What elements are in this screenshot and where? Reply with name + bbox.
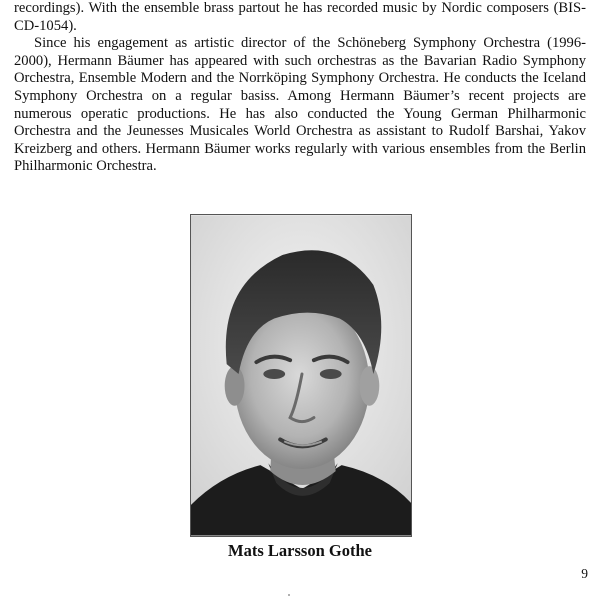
portrait-photo	[190, 214, 412, 537]
portrait-illustration	[191, 215, 411, 536]
photo-caption: Mats Larsson Gothe	[228, 541, 372, 560]
page-number: 9	[581, 566, 588, 581]
paragraph-continuation: recordings). With the ensemble brass partout he has recorded music by Nordic composers (BIS-CD-1054).	[14, 0, 586, 34]
body-text	[14, 0, 586, 176]
scan-speck	[288, 594, 290, 596]
paragraph-biography: Since his engagement as artistic director of the Schöneberg Symphony Orchestra (1996-2000), Hermann Bäumer has appeared with such orchestras as the Bavarian Radio Symphony Orchestra, Ensemble Modern and the Norrköping Symphony Orchestra. He conducts the Iceland Symphony Orchestra on a regular basiss. Among Hermann Bäumer’s recent projects are numerous operatic productions. He has also conducted the Young German Philharmonic Orchestra and the Jeunesses Musicales World Orchestra as assistant to Rudolf Barshai, Yakov Kreizberg and others. Hermann Bäumer works regularly with various ensembles from the Berlin Philharmonic Orchestra.	[14, 35, 586, 175]
